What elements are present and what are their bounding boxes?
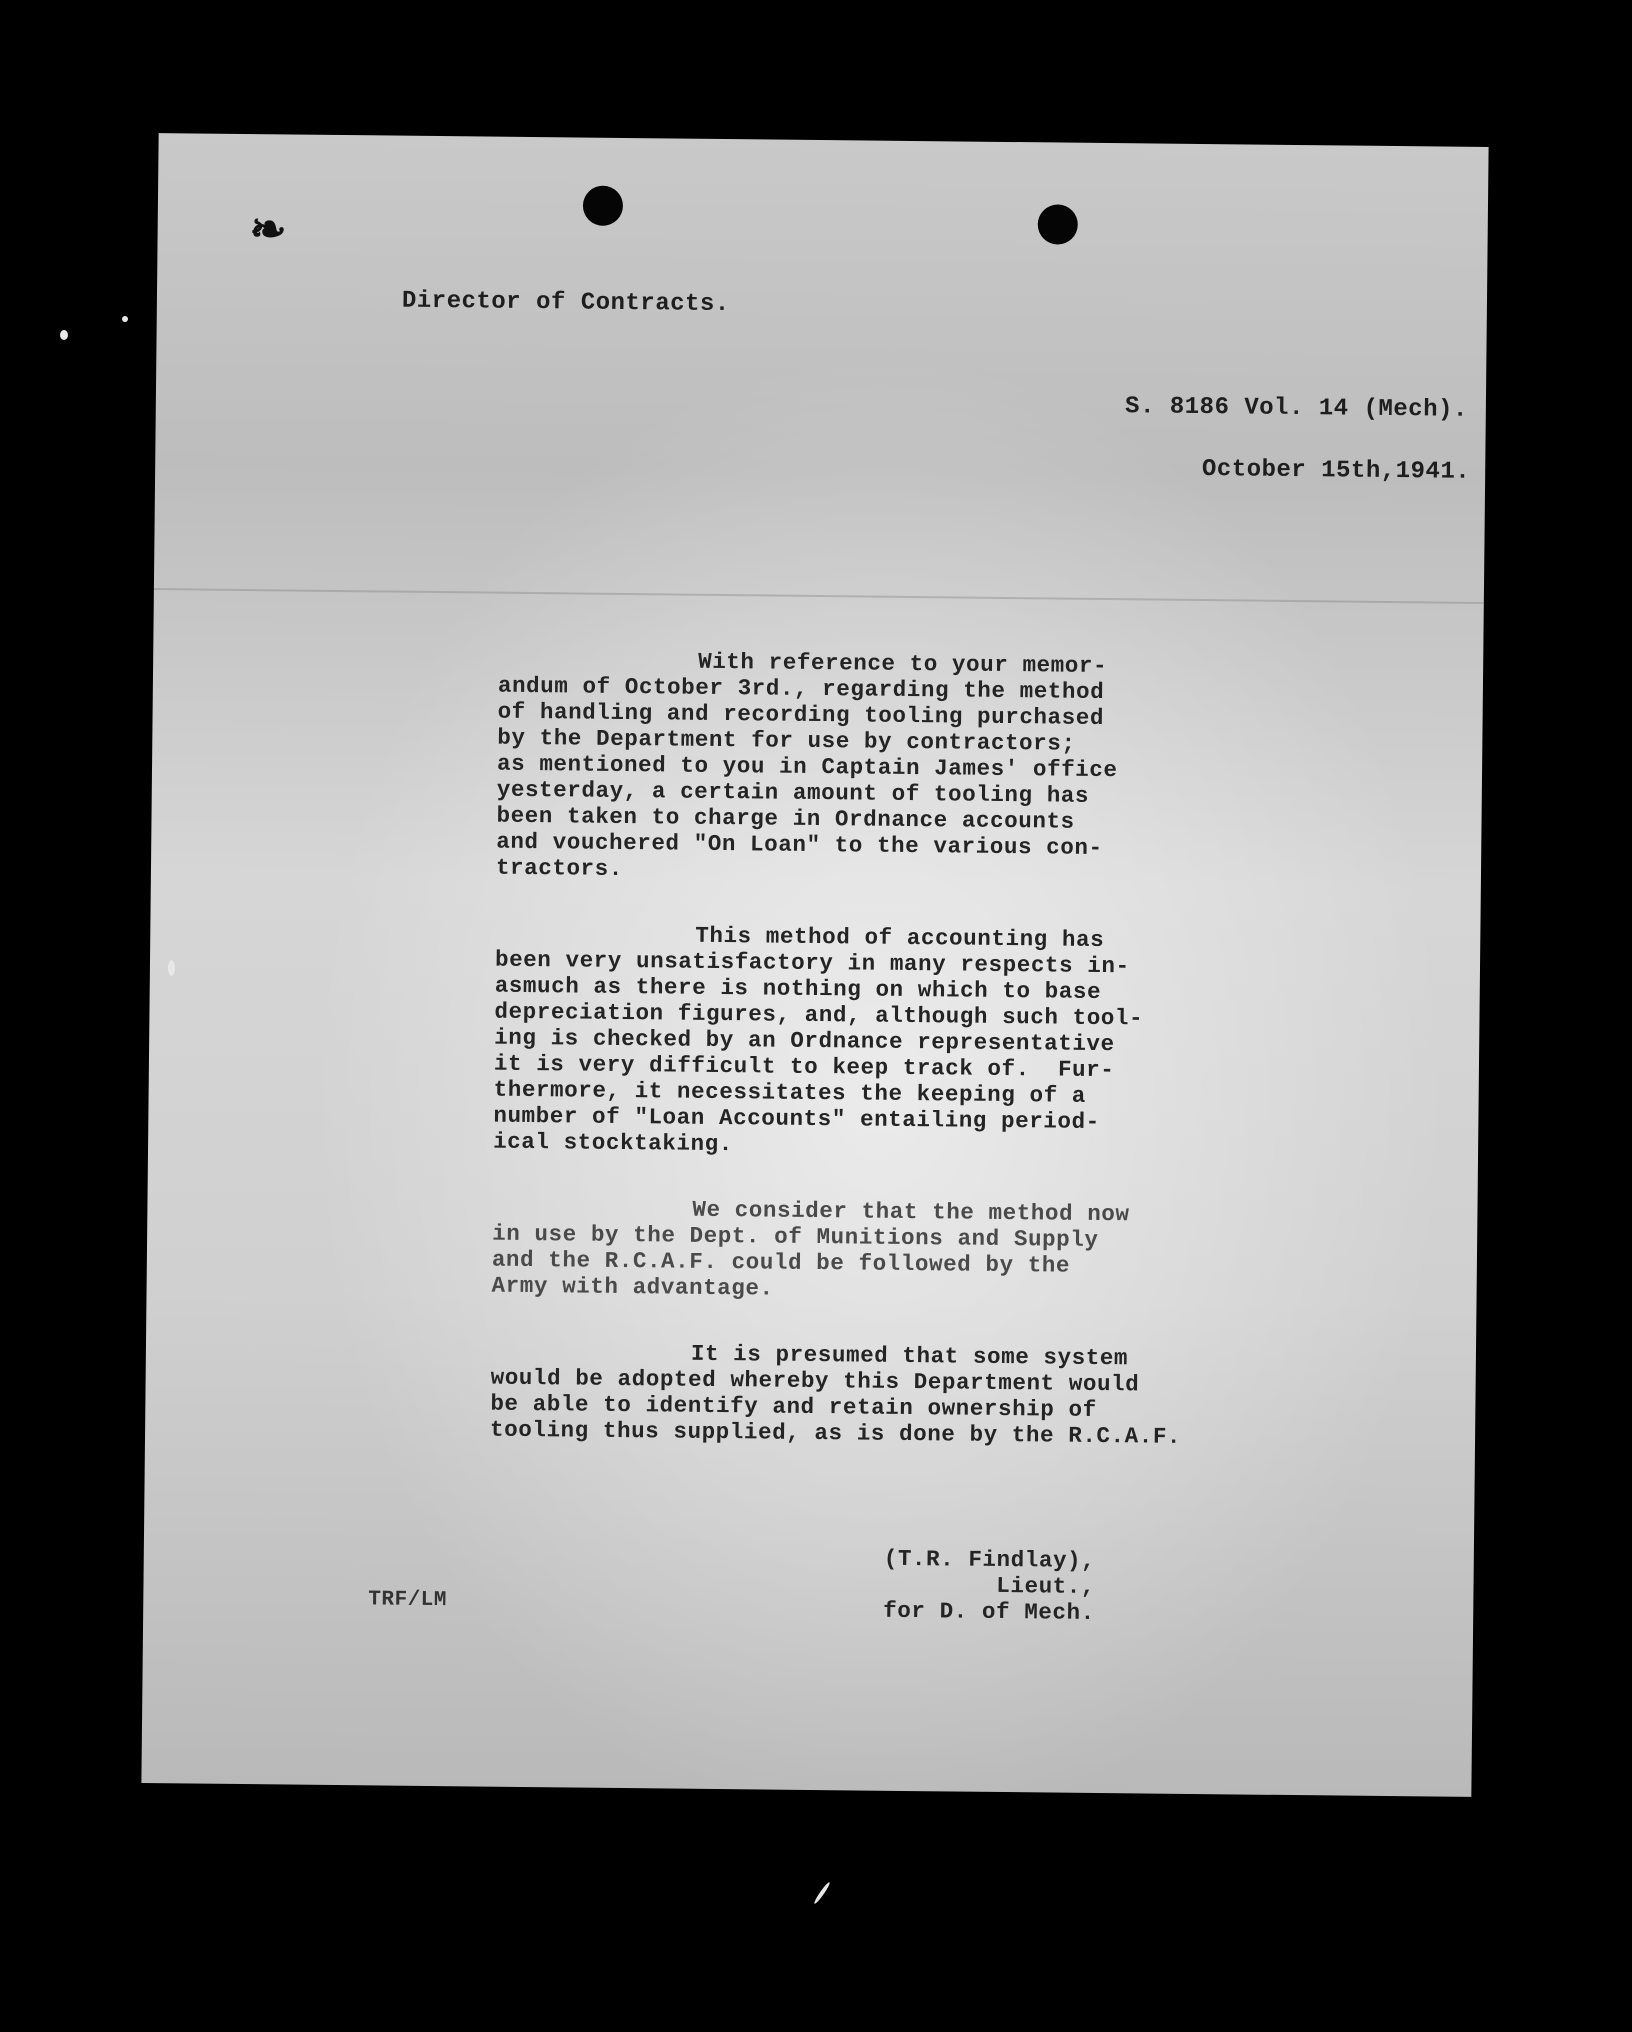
signature-block: [883, 1546, 1095, 1626]
letter-page: [141, 133, 1488, 1797]
paragraph-line: number of "Loan Accounts" entailing period-: [493, 1102, 1100, 1135]
scan-speck: [168, 960, 175, 976]
paragraph-line: would be adopted whereby this Department would: [490, 1364, 1140, 1398]
paragraph-line: yesterday, a certain amount of tooling has: [496, 776, 1090, 809]
paragraph-line: asmuch as there is nothing on which to base: [494, 972, 1102, 1005]
paragraph-line: We consider that the method now: [692, 1196, 1130, 1228]
paragraph-3: [491, 1195, 1282, 1307]
paragraph-line: With reference to your memor-: [698, 648, 1108, 680]
paragraph-line: ing is checked by an Ordnance representative: [494, 1024, 1115, 1058]
paragraph-line: tractors.: [495, 854, 624, 882]
corner-mark: ❧: [249, 204, 287, 256]
paragraph-line: and the R.C.A.F. could be followed by the: [491, 1246, 1071, 1279]
paragraph-line: It is presumed that some system: [690, 1340, 1129, 1372]
signatory-on-behalf-of: for D. of Mech.: [883, 1597, 1095, 1626]
paragraph-line: tooling thus supplied, as is done by the R.C.A.F.: [489, 1416, 1182, 1450]
paragraph-line: been taken to charge in Ordnance accounts: [496, 802, 1075, 835]
paragraph-4: [490, 1339, 1281, 1451]
signatory-rank: Lieut.,: [996, 1572, 1096, 1600]
letter-body: [490, 647, 1289, 1491]
punch-hole-right: [1038, 204, 1078, 244]
paragraph-line: ical stocktaking.: [492, 1128, 734, 1158]
paragraph-line: depreciation figures, and, although such tool-: [494, 998, 1144, 1032]
paragraph-line: thermore, it necessitates the keeping of a: [493, 1076, 1087, 1109]
paragraph-line: This method of accounting has: [695, 922, 1105, 954]
addressee: Director of Contracts.: [401, 287, 730, 319]
paragraph-line: it is very difficult to keep track of. Fur-: [493, 1050, 1115, 1084]
document-date: October 15th,1941.: [1201, 456, 1471, 486]
paragraph-line: andum of October 3rd., regarding the method: [497, 672, 1105, 706]
scan-speck: [813, 1881, 831, 1905]
paragraph-line: as mentioned to you in Captain James' office: [496, 750, 1118, 784]
paragraph-2: [493, 921, 1285, 1163]
paragraph-line: be able to identify and retain ownership of: [490, 1390, 1097, 1423]
signatory-name: (T.R. Findlay),: [883, 1545, 1096, 1574]
paragraph-line: by the Department for use by contractors;: [497, 724, 1076, 757]
file-reference: S. 8186 Vol. 14 (Mech).: [1124, 393, 1468, 424]
page-fold-line: [154, 588, 1484, 604]
paragraph-1: [496, 647, 1288, 889]
scan-speck: [122, 316, 128, 322]
paragraph-line: of handling and recording tooling purchased: [497, 698, 1105, 732]
paragraph-line: and vouchered "On Loan" to the various con-: [496, 828, 1103, 862]
paragraph-line: been very unsatisfactory in many respects in-: [494, 946, 1130, 980]
typist-initials: TRF/LM: [368, 1588, 448, 1613]
paragraph-line: in use by the Dept. of Munitions and Supply: [492, 1220, 1099, 1253]
paragraph-line: Army with advantage.: [491, 1272, 774, 1302]
scan-speck: [60, 330, 68, 340]
punch-hole-left: [583, 186, 623, 226]
